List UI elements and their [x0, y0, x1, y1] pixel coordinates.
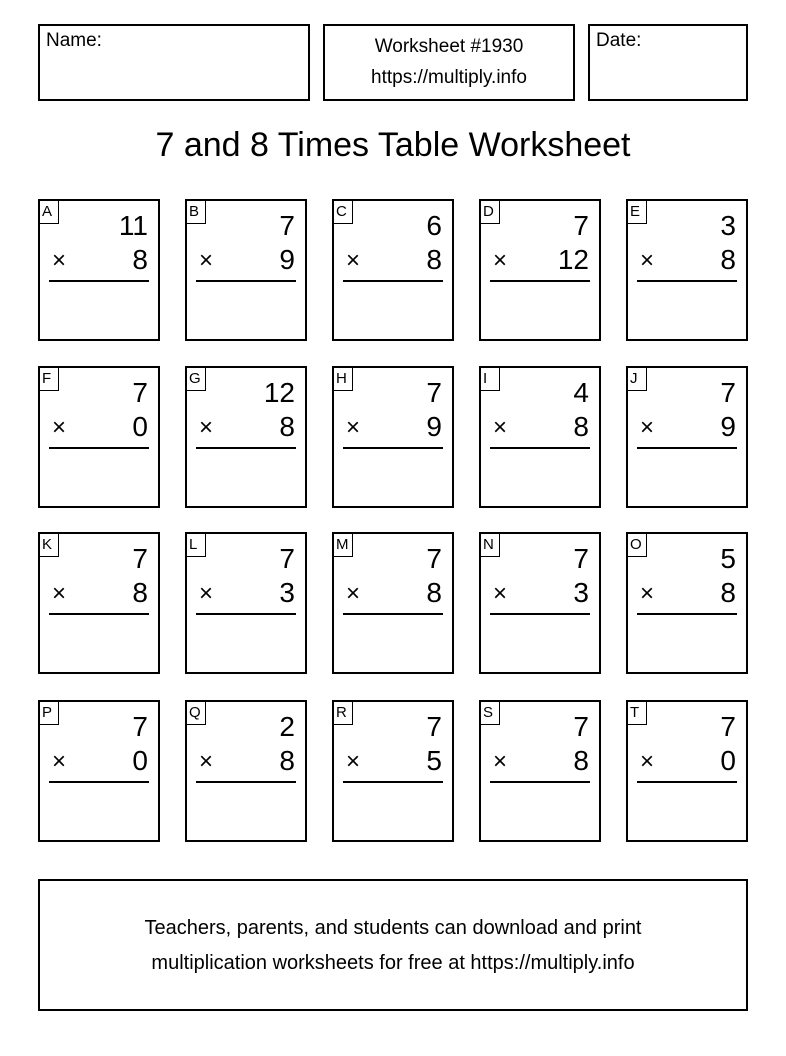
name-label: Name: [46, 30, 102, 51]
problem-card-s[interactable] [479, 700, 601, 842]
multiplicand: 7 [426, 711, 442, 742]
multiplicand: 7 [132, 543, 148, 574]
problem-card-b[interactable] [185, 199, 307, 341]
problem-letter: Q [187, 702, 206, 725]
multiplier: 5 [426, 745, 442, 776]
answer-line [196, 613, 296, 615]
answer-line [637, 447, 737, 449]
times-sign: × [52, 748, 67, 775]
problem-letter: N [481, 534, 500, 557]
problem-card-e[interactable] [626, 199, 748, 341]
problem-letter: R [334, 702, 353, 725]
multiplicand: 3 [720, 210, 736, 241]
problem-card-h[interactable] [332, 366, 454, 508]
problem-letter: H [334, 368, 353, 391]
footer-box [38, 879, 748, 1011]
problem-letter: J [628, 368, 647, 391]
answer-line [343, 447, 443, 449]
problem-card-t[interactable] [626, 700, 748, 842]
multiplicand: 7 [279, 543, 295, 574]
multiplier: 3 [573, 577, 589, 608]
times-sign: × [199, 748, 214, 775]
multiplier: 8 [132, 244, 148, 275]
answer-line [343, 280, 443, 282]
problem-letter: T [628, 702, 647, 725]
times-sign: × [52, 414, 67, 441]
problem-card-l[interactable] [185, 532, 307, 674]
answer-line [343, 781, 443, 783]
problem-letter: D [481, 201, 500, 224]
multiplicand: 7 [426, 377, 442, 408]
answer-line [637, 781, 737, 783]
problem-letter: C [334, 201, 353, 224]
multiplier: 0 [132, 745, 148, 776]
answer-line [343, 613, 443, 615]
problem-card-j[interactable] [626, 366, 748, 508]
multiplier: 8 [426, 577, 442, 608]
multiplier: 8 [279, 411, 295, 442]
multiplicand: 11 [118, 210, 148, 241]
problem-card-a[interactable] [38, 199, 160, 341]
multiplicand: 7 [720, 711, 736, 742]
times-sign: × [640, 414, 655, 441]
multiplier: 8 [573, 411, 589, 442]
footer-line-1: Teachers, parents, and students can download and print [144, 917, 642, 939]
times-sign: × [493, 414, 508, 441]
answer-line [490, 613, 590, 615]
multiplicand: 7 [720, 377, 736, 408]
answer-line [196, 781, 296, 783]
multiplier: 8 [720, 577, 736, 608]
problem-letter: I [481, 368, 500, 391]
multiplicand: 5 [720, 543, 736, 574]
multiplicand: 7 [573, 711, 589, 742]
problem-letter: M [334, 534, 353, 557]
multiplier: 0 [132, 411, 148, 442]
problem-letter: B [187, 201, 206, 224]
multiplicand: 4 [573, 377, 589, 408]
problem-letter: G [187, 368, 206, 391]
problem-letter: P [40, 702, 59, 725]
multiplicand: 7 [132, 711, 148, 742]
answer-line [637, 280, 737, 282]
page-title: 7 and 8 Times Table Worksheet [155, 126, 631, 164]
date-label: Date: [596, 30, 642, 51]
problem-letter: S [481, 702, 500, 725]
answer-line [490, 447, 590, 449]
times-sign: × [346, 247, 361, 274]
times-sign: × [346, 748, 361, 775]
answer-line [49, 447, 149, 449]
times-sign: × [640, 580, 655, 607]
multiplicand: 7 [426, 543, 442, 574]
multiplicand: 7 [573, 210, 589, 241]
multiplier: 0 [720, 745, 736, 776]
multiplier: 9 [720, 411, 736, 442]
times-sign: × [52, 580, 67, 607]
problem-letter: O [628, 534, 647, 557]
problem-card-n[interactable] [479, 532, 601, 674]
problem-card-p[interactable] [38, 700, 160, 842]
times-sign: × [493, 580, 508, 607]
multiplier: 12 [557, 244, 589, 275]
footer-line-2: multiplication worksheets for free at https://multiply.info [151, 952, 635, 974]
multiplicand: 7 [132, 377, 148, 408]
multiplier: 8 [132, 577, 148, 608]
answer-line [637, 613, 737, 615]
times-sign: × [493, 247, 508, 274]
answer-line [196, 447, 296, 449]
times-sign: × [199, 580, 214, 607]
problem-letter: A [40, 201, 59, 224]
multiplicand: 2 [279, 711, 295, 742]
multiplicand: 6 [426, 210, 442, 241]
times-sign: × [346, 414, 361, 441]
problem-card-m[interactable] [332, 532, 454, 674]
problem-card-q[interactable] [185, 700, 307, 842]
problem-card-f[interactable] [38, 366, 160, 508]
multiplier: 8 [573, 745, 589, 776]
multiplier: 8 [720, 244, 736, 275]
times-sign: × [493, 748, 508, 775]
problem-card-i[interactable] [479, 366, 601, 508]
multiplier: 9 [279, 244, 295, 275]
worksheet-url: https://multiply.info [371, 67, 527, 88]
times-sign: × [346, 580, 361, 607]
problem-card-c[interactable] [332, 199, 454, 341]
problem-card-k[interactable] [38, 532, 160, 674]
problem-letter: K [40, 534, 59, 557]
problem-letter: L [187, 534, 206, 557]
multiplier: 8 [279, 745, 295, 776]
times-sign: × [640, 748, 655, 775]
multiplicand: 7 [573, 543, 589, 574]
multiplicand: 12 [263, 377, 295, 408]
problem-card-r[interactable] [332, 700, 454, 842]
times-sign: × [199, 247, 214, 274]
multiplier: 8 [426, 244, 442, 275]
times-sign: × [199, 414, 214, 441]
problem-card-g[interactable] [185, 366, 307, 508]
answer-line [490, 781, 590, 783]
times-sign: × [52, 247, 67, 274]
answer-line [49, 613, 149, 615]
multiplicand: 7 [279, 210, 295, 241]
multiplier: 3 [279, 577, 295, 608]
problem-letter: F [40, 368, 59, 391]
problem-card-o[interactable] [626, 532, 748, 674]
answer-line [490, 280, 590, 282]
multiplier: 9 [426, 411, 442, 442]
problem-card-d[interactable] [479, 199, 601, 341]
times-sign: × [640, 247, 655, 274]
answer-line [196, 280, 296, 282]
answer-line [49, 781, 149, 783]
worksheet-number: Worksheet #1930 [374, 36, 524, 57]
answer-line [49, 280, 149, 282]
problem-letter: E [628, 201, 647, 224]
